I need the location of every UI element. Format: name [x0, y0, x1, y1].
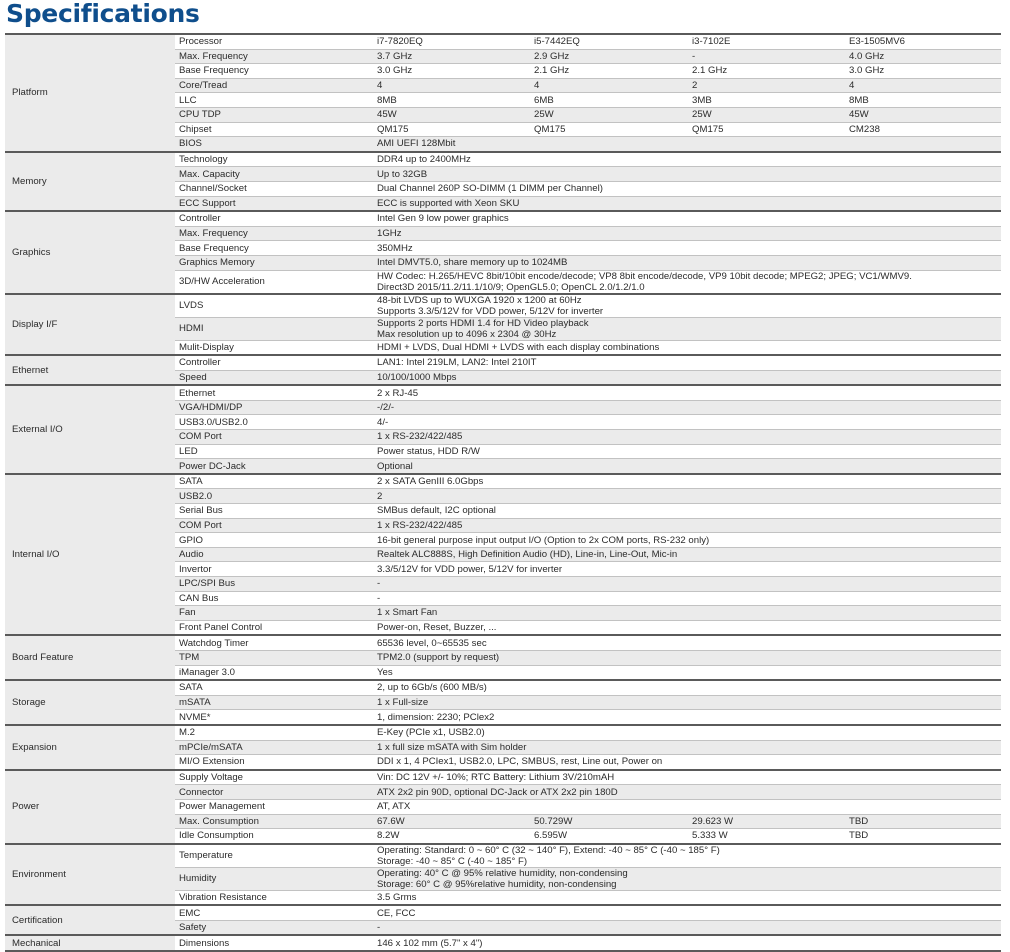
- spec-label: EMC: [175, 905, 373, 920]
- spec-value-line: 2: [377, 490, 383, 502]
- spec-value: 25W: [530, 107, 688, 122]
- spec-value: 4: [845, 78, 1001, 93]
- spec-value-line: 3.3/5/12V for VDD power, 5/12V for inverter: [377, 563, 563, 575]
- spec-value-line: 2 x RJ-45: [377, 387, 419, 399]
- spec-value: 6MB: [530, 93, 688, 108]
- category-cell: Expansion: [5, 725, 175, 770]
- spec-label: Humidity: [175, 867, 373, 890]
- spec-value: 6.595W: [530, 829, 688, 844]
- spec-value-line: SMBus default, I2C optional: [377, 505, 496, 517]
- spec-row: [5, 725, 1001, 740]
- spec-label: Dimensions: [175, 935, 373, 951]
- spec-value: 3.0 GHz: [373, 64, 530, 79]
- spec-label: LPC/SPI Bus: [175, 577, 373, 592]
- spec-value-line: 1 x RS-232/422/485: [377, 431, 463, 443]
- spec-label: Ethernet: [175, 385, 373, 400]
- spec-value: TBD: [845, 829, 1001, 844]
- spec-value: [373, 430, 1001, 445]
- spec-value-line: CE, FCC: [377, 907, 416, 919]
- spec-value-line: 65536 level, 0~65535 sec: [377, 637, 487, 649]
- spec-value-line: -/2/-: [377, 402, 395, 414]
- spec-value: [373, 695, 1001, 710]
- spec-label: GPIO: [175, 533, 373, 548]
- spec-value: [373, 340, 1001, 355]
- spec-value: -: [688, 49, 845, 64]
- spec-value: [373, 317, 1001, 340]
- spec-label: Invertor: [175, 562, 373, 577]
- spec-label: Max. Capacity: [175, 167, 373, 182]
- spec-label: COM Port: [175, 430, 373, 445]
- spec-label: Connector: [175, 785, 373, 800]
- spec-value: [373, 710, 1001, 725]
- spec-value: 50.729W: [530, 814, 688, 829]
- spec-label: Core/Tread: [175, 78, 373, 93]
- spec-value: [373, 518, 1001, 533]
- spec-value-line: Operating: Standard: 0 ~ 60° C (32 ~ 140° F), Extend: -40 ~ 85° C (-40 ~ 185° F): [377, 844, 720, 856]
- spec-value: [373, 935, 1001, 951]
- spec-value: QM175: [373, 122, 530, 137]
- spec-value-line: 2, up to 6Gb/s (600 MB/s): [377, 682, 487, 694]
- spec-label: Base Frequency: [175, 64, 373, 79]
- category-cell: Graphics: [5, 211, 175, 293]
- spec-value: 2: [688, 78, 845, 93]
- spec-value: [373, 591, 1001, 606]
- spec-value-line: ECC is supported with Xeon SKU: [377, 197, 520, 209]
- spec-label: LVDS: [175, 294, 373, 318]
- spec-value-line: 2 x SATA GenIII 6.0Gbps: [377, 476, 484, 488]
- spec-label: Controller: [175, 355, 373, 370]
- spec-value: [373, 226, 1001, 241]
- spec-label: ECC Support: [175, 196, 373, 211]
- spec-value-line: HDMI + LVDS, Dual HDMI + LVDS with each display combinations: [377, 341, 660, 353]
- spec-value-line: 1 x RS-232/422/485: [377, 519, 463, 531]
- spec-value: [373, 620, 1001, 635]
- spec-value: [373, 920, 1001, 935]
- spec-label: CPU TDP: [175, 107, 373, 122]
- spec-value: 5.333 W: [688, 829, 845, 844]
- spec-value-line: Intel Gen 9 low power graphics: [377, 213, 509, 225]
- spec-label: NVME*: [175, 710, 373, 725]
- spec-value: [373, 725, 1001, 740]
- spec-value-line: -: [377, 922, 381, 934]
- spec-value-line: 146 x 102 mm (5.7" x 4"): [377, 937, 483, 949]
- spec-value-line: Supports 2 ports HDMI 1.4 for HD Video playback: [377, 317, 589, 329]
- spec-value: [373, 680, 1001, 695]
- spec-value-line: 1 x Full-size: [377, 697, 429, 709]
- spec-label: Front Panel Control: [175, 620, 373, 635]
- category-cell: Memory: [5, 152, 175, 211]
- spec-value-line: 16-bit general purpose input output I/O (Option to 2x COM ports, RS-232 only): [377, 534, 710, 546]
- spec-value: [373, 799, 1001, 814]
- spec-value-line: E-Key (PCIe x1, USB2.0): [377, 727, 485, 739]
- spec-label: Graphics Memory: [175, 255, 373, 270]
- spec-value: CM238: [845, 122, 1001, 137]
- spec-value-line: Intel DMVT5.0, share memory up to 1024MB: [377, 257, 568, 269]
- spec-value: QM175: [530, 122, 688, 137]
- spec-label: 3D/HW Acceleration: [175, 270, 373, 294]
- spec-label: LED: [175, 444, 373, 459]
- spec-value: [373, 181, 1001, 196]
- spec-label: Supply Voltage: [175, 770, 373, 785]
- spec-row: [5, 770, 1001, 785]
- spec-value: 8MB: [845, 93, 1001, 108]
- spec-label: mPCIe/mSATA: [175, 740, 373, 755]
- spec-value: [373, 489, 1001, 504]
- spec-label: CAN Bus: [175, 591, 373, 606]
- category-cell: Ethernet: [5, 355, 175, 385]
- spec-value-line: AMI UEFI 128Mbit: [377, 138, 456, 150]
- spec-value-line: Storage: -40 ~ 85° C (-40 ~ 185° F): [377, 855, 528, 867]
- spec-label: USB3.0/USB2.0: [175, 415, 373, 430]
- spec-label: Max. Frequency: [175, 49, 373, 64]
- spec-value: 4: [530, 78, 688, 93]
- spec-value-line: Power status, HDD R/W: [377, 445, 480, 457]
- spec-value-line: 4/-: [377, 416, 389, 428]
- spec-value: 3.0 GHz: [845, 64, 1001, 79]
- spec-label: Power Management: [175, 799, 373, 814]
- spec-value: [373, 650, 1001, 665]
- spec-label: Serial Bus: [175, 504, 373, 519]
- spec-value-line: Power-on, Reset, Buzzer, ...: [377, 622, 497, 634]
- spec-value-line: 3.5 Grms: [377, 891, 417, 903]
- spec-label: SATA: [175, 680, 373, 695]
- spec-value: [373, 635, 1001, 650]
- spec-value: [373, 905, 1001, 920]
- spec-value: [373, 137, 1001, 152]
- spec-value-line: 350MHz: [377, 242, 413, 254]
- specifications-table: [5, 33, 1001, 952]
- spec-value-line: TPM2.0 (support by request): [377, 652, 500, 664]
- spec-value: TBD: [845, 814, 1001, 829]
- spec-value: 4: [373, 78, 530, 93]
- spec-label: TPM: [175, 650, 373, 665]
- spec-value-line: Supports 3.3/5/12V for VDD power, 5/12V for inverter: [377, 305, 604, 317]
- spec-value: [373, 152, 1001, 167]
- spec-value-line: 48-bit LVDS up to WUXGA 1920 x 1200 at 60Hz: [377, 294, 582, 306]
- spec-value: [373, 740, 1001, 755]
- spec-value-line: Vin: DC 12V +/- 10%; RTC Battery: Lithium 3V/210mAH: [377, 772, 615, 784]
- spec-value-line: 1 x Smart Fan: [377, 607, 438, 619]
- spec-value: [373, 785, 1001, 800]
- spec-value: 2.1 GHz: [530, 64, 688, 79]
- category-cell: Mechanical: [5, 935, 175, 951]
- spec-value-line: DDR4 up to 2400MHz: [377, 154, 471, 166]
- spec-value-line: ATX 2x2 pin 90D, optional DC-Jack or ATX 2x2 pin 180D: [377, 786, 618, 798]
- spec-value-line: Operating: 40° C @ 95% relative humidity, non-condensing: [377, 867, 628, 879]
- spec-label: MI/O Extension: [175, 755, 373, 770]
- spec-label: Chipset: [175, 122, 373, 137]
- spec-row: [5, 355, 1001, 370]
- spec-value-line: Dual Channel 260P SO-DIMM (1 DIMM per Channel): [377, 183, 603, 195]
- spec-label: Speed: [175, 370, 373, 385]
- spec-value: [373, 665, 1001, 680]
- spec-label: M.2: [175, 725, 373, 740]
- spec-row: [5, 935, 1001, 951]
- spec-row: [5, 152, 1001, 167]
- spec-label: VGA/HDMI/DP: [175, 400, 373, 415]
- category-cell: External I/O: [5, 385, 175, 474]
- spec-value: [373, 241, 1001, 256]
- spec-value: [373, 444, 1001, 459]
- spec-label: Mulit-Display: [175, 340, 373, 355]
- spec-row: [5, 905, 1001, 920]
- spec-value: 8.2W: [373, 829, 530, 844]
- spec-label: Watchdog Timer: [175, 635, 373, 650]
- spec-value: [373, 562, 1001, 577]
- spec-value-line: 10/100/1000 Mbps: [377, 371, 457, 383]
- spec-label: Temperature: [175, 844, 373, 868]
- category-cell: Storage: [5, 680, 175, 725]
- spec-value-line: LAN1: Intel 219LM, LAN2: Intel 210IT: [377, 357, 537, 369]
- spec-value-line: Storage: 60° C @ 95%relative humidity, non-condensing: [377, 878, 617, 890]
- spec-value: 45W: [373, 107, 530, 122]
- spec-value-line: Direct3D 2015/11.2/11.1/10/9; OpenGL5.0; OpenCL 2.0/1.2/1.0: [377, 281, 645, 293]
- category-cell: Certification: [5, 905, 175, 935]
- spec-value-line: 1GHz: [377, 228, 402, 240]
- spec-value: [373, 547, 1001, 562]
- spec-value: [373, 400, 1001, 415]
- spec-value: 2.9 GHz: [530, 49, 688, 64]
- spec-row: [5, 844, 1001, 868]
- spec-value: E3-1505MV6: [845, 34, 1001, 49]
- category-cell: Display I/F: [5, 294, 175, 356]
- spec-value: i5-7442EQ: [530, 34, 688, 49]
- spec-label: mSATA: [175, 695, 373, 710]
- spec-value: [373, 890, 1001, 905]
- spec-label: SATA: [175, 474, 373, 489]
- spec-row: [5, 385, 1001, 400]
- spec-label: Fan: [175, 606, 373, 621]
- spec-row: [5, 474, 1001, 489]
- spec-row: [5, 211, 1001, 226]
- spec-value-line: Realtek ALC888S, High Definition Audio (HD), Line-in, Line-Out, Mic-in: [377, 549, 678, 561]
- spec-label: Max. Consumption: [175, 814, 373, 829]
- spec-row: [5, 34, 1001, 49]
- spec-value: [373, 867, 1001, 890]
- spec-value: 3.7 GHz: [373, 49, 530, 64]
- spec-label: Processor: [175, 34, 373, 49]
- spec-value: [373, 167, 1001, 182]
- spec-value-line: Yes: [377, 666, 393, 678]
- spec-value: 67.6W: [373, 814, 530, 829]
- spec-value: 45W: [845, 107, 1001, 122]
- spec-value: i3-7102E: [688, 34, 845, 49]
- spec-value: [373, 474, 1001, 489]
- spec-value-line: HW Codec: H.265/HEVC 8bit/10bit encode/decode; VP8 8bit encode/decode, VP9 10bit decode; MPEG2; JPEG; VC1/WMV9.: [377, 270, 912, 282]
- spec-value: 3MB: [688, 93, 845, 108]
- spec-value: [373, 355, 1001, 370]
- spec-value: [373, 294, 1001, 318]
- category-cell: Board Feature: [5, 635, 175, 680]
- spec-label: Max. Frequency: [175, 226, 373, 241]
- spec-value: [373, 606, 1001, 621]
- spec-value: [373, 533, 1001, 548]
- spec-value: [373, 255, 1001, 270]
- spec-value: 2.1 GHz: [688, 64, 845, 79]
- spec-row: [5, 635, 1001, 650]
- spec-value-line: Optional: [377, 460, 413, 472]
- spec-value: [373, 370, 1001, 385]
- spec-label: COM Port: [175, 518, 373, 533]
- spec-label: Audio: [175, 547, 373, 562]
- spec-label: Channel/Socket: [175, 181, 373, 196]
- spec-value-line: Max resolution up to 4096 x 2304 @ 30Hz: [377, 328, 557, 340]
- spec-label: iManager 3.0: [175, 665, 373, 680]
- spec-value: [373, 844, 1001, 868]
- spec-label: Base Frequency: [175, 241, 373, 256]
- category-cell: Power: [5, 770, 175, 844]
- spec-value-line: Up to 32GB: [377, 168, 428, 180]
- spec-value: [373, 270, 1001, 294]
- spec-label: Safety: [175, 920, 373, 935]
- spec-label: HDMI: [175, 317, 373, 340]
- spec-label: Idle Consumption: [175, 829, 373, 844]
- spec-value-line: 1 x full size mSATA with Sim holder: [377, 741, 527, 753]
- spec-label: USB2.0: [175, 489, 373, 504]
- spec-value: QM175: [688, 122, 845, 137]
- spec-value: [373, 459, 1001, 474]
- spec-value: i7-7820EQ: [373, 34, 530, 49]
- spec-value: [373, 211, 1001, 226]
- category-cell: Platform: [5, 34, 175, 152]
- spec-value: 25W: [688, 107, 845, 122]
- spec-value: [373, 770, 1001, 785]
- specifications-body: [5, 34, 1001, 951]
- spec-value-line: -: [377, 578, 381, 590]
- spec-value-line: 1, dimension: 2230; PClex2: [377, 711, 495, 723]
- spec-label: Vibration Resistance: [175, 890, 373, 905]
- category-cell: Internal I/O: [5, 474, 175, 636]
- spec-value: 8MB: [373, 93, 530, 108]
- spec-row: [5, 680, 1001, 695]
- spec-label: LLC: [175, 93, 373, 108]
- spec-value: 4.0 GHz: [845, 49, 1001, 64]
- spec-row: [5, 294, 1001, 318]
- spec-value-line: DDI x 1, 4 PCIex1, USB2.0, LPC, SMBUS, rest, Line out, Power on: [377, 756, 663, 768]
- spec-value: [373, 504, 1001, 519]
- spec-value: 29.623 W: [688, 814, 845, 829]
- category-cell: Environment: [5, 844, 175, 906]
- spec-value: [373, 755, 1001, 770]
- spec-value: [373, 415, 1001, 430]
- spec-value: [373, 196, 1001, 211]
- page-title: Specifications: [6, 0, 200, 28]
- spec-label: Technology: [175, 152, 373, 167]
- spec-value: [373, 577, 1001, 592]
- spec-value-line: AT, ATX: [377, 801, 411, 813]
- spec-label: Power DC-Jack: [175, 459, 373, 474]
- spec-value: [373, 385, 1001, 400]
- spec-label: BIOS: [175, 137, 373, 152]
- spec-label: Controller: [175, 211, 373, 226]
- spec-value-line: -: [377, 592, 381, 604]
